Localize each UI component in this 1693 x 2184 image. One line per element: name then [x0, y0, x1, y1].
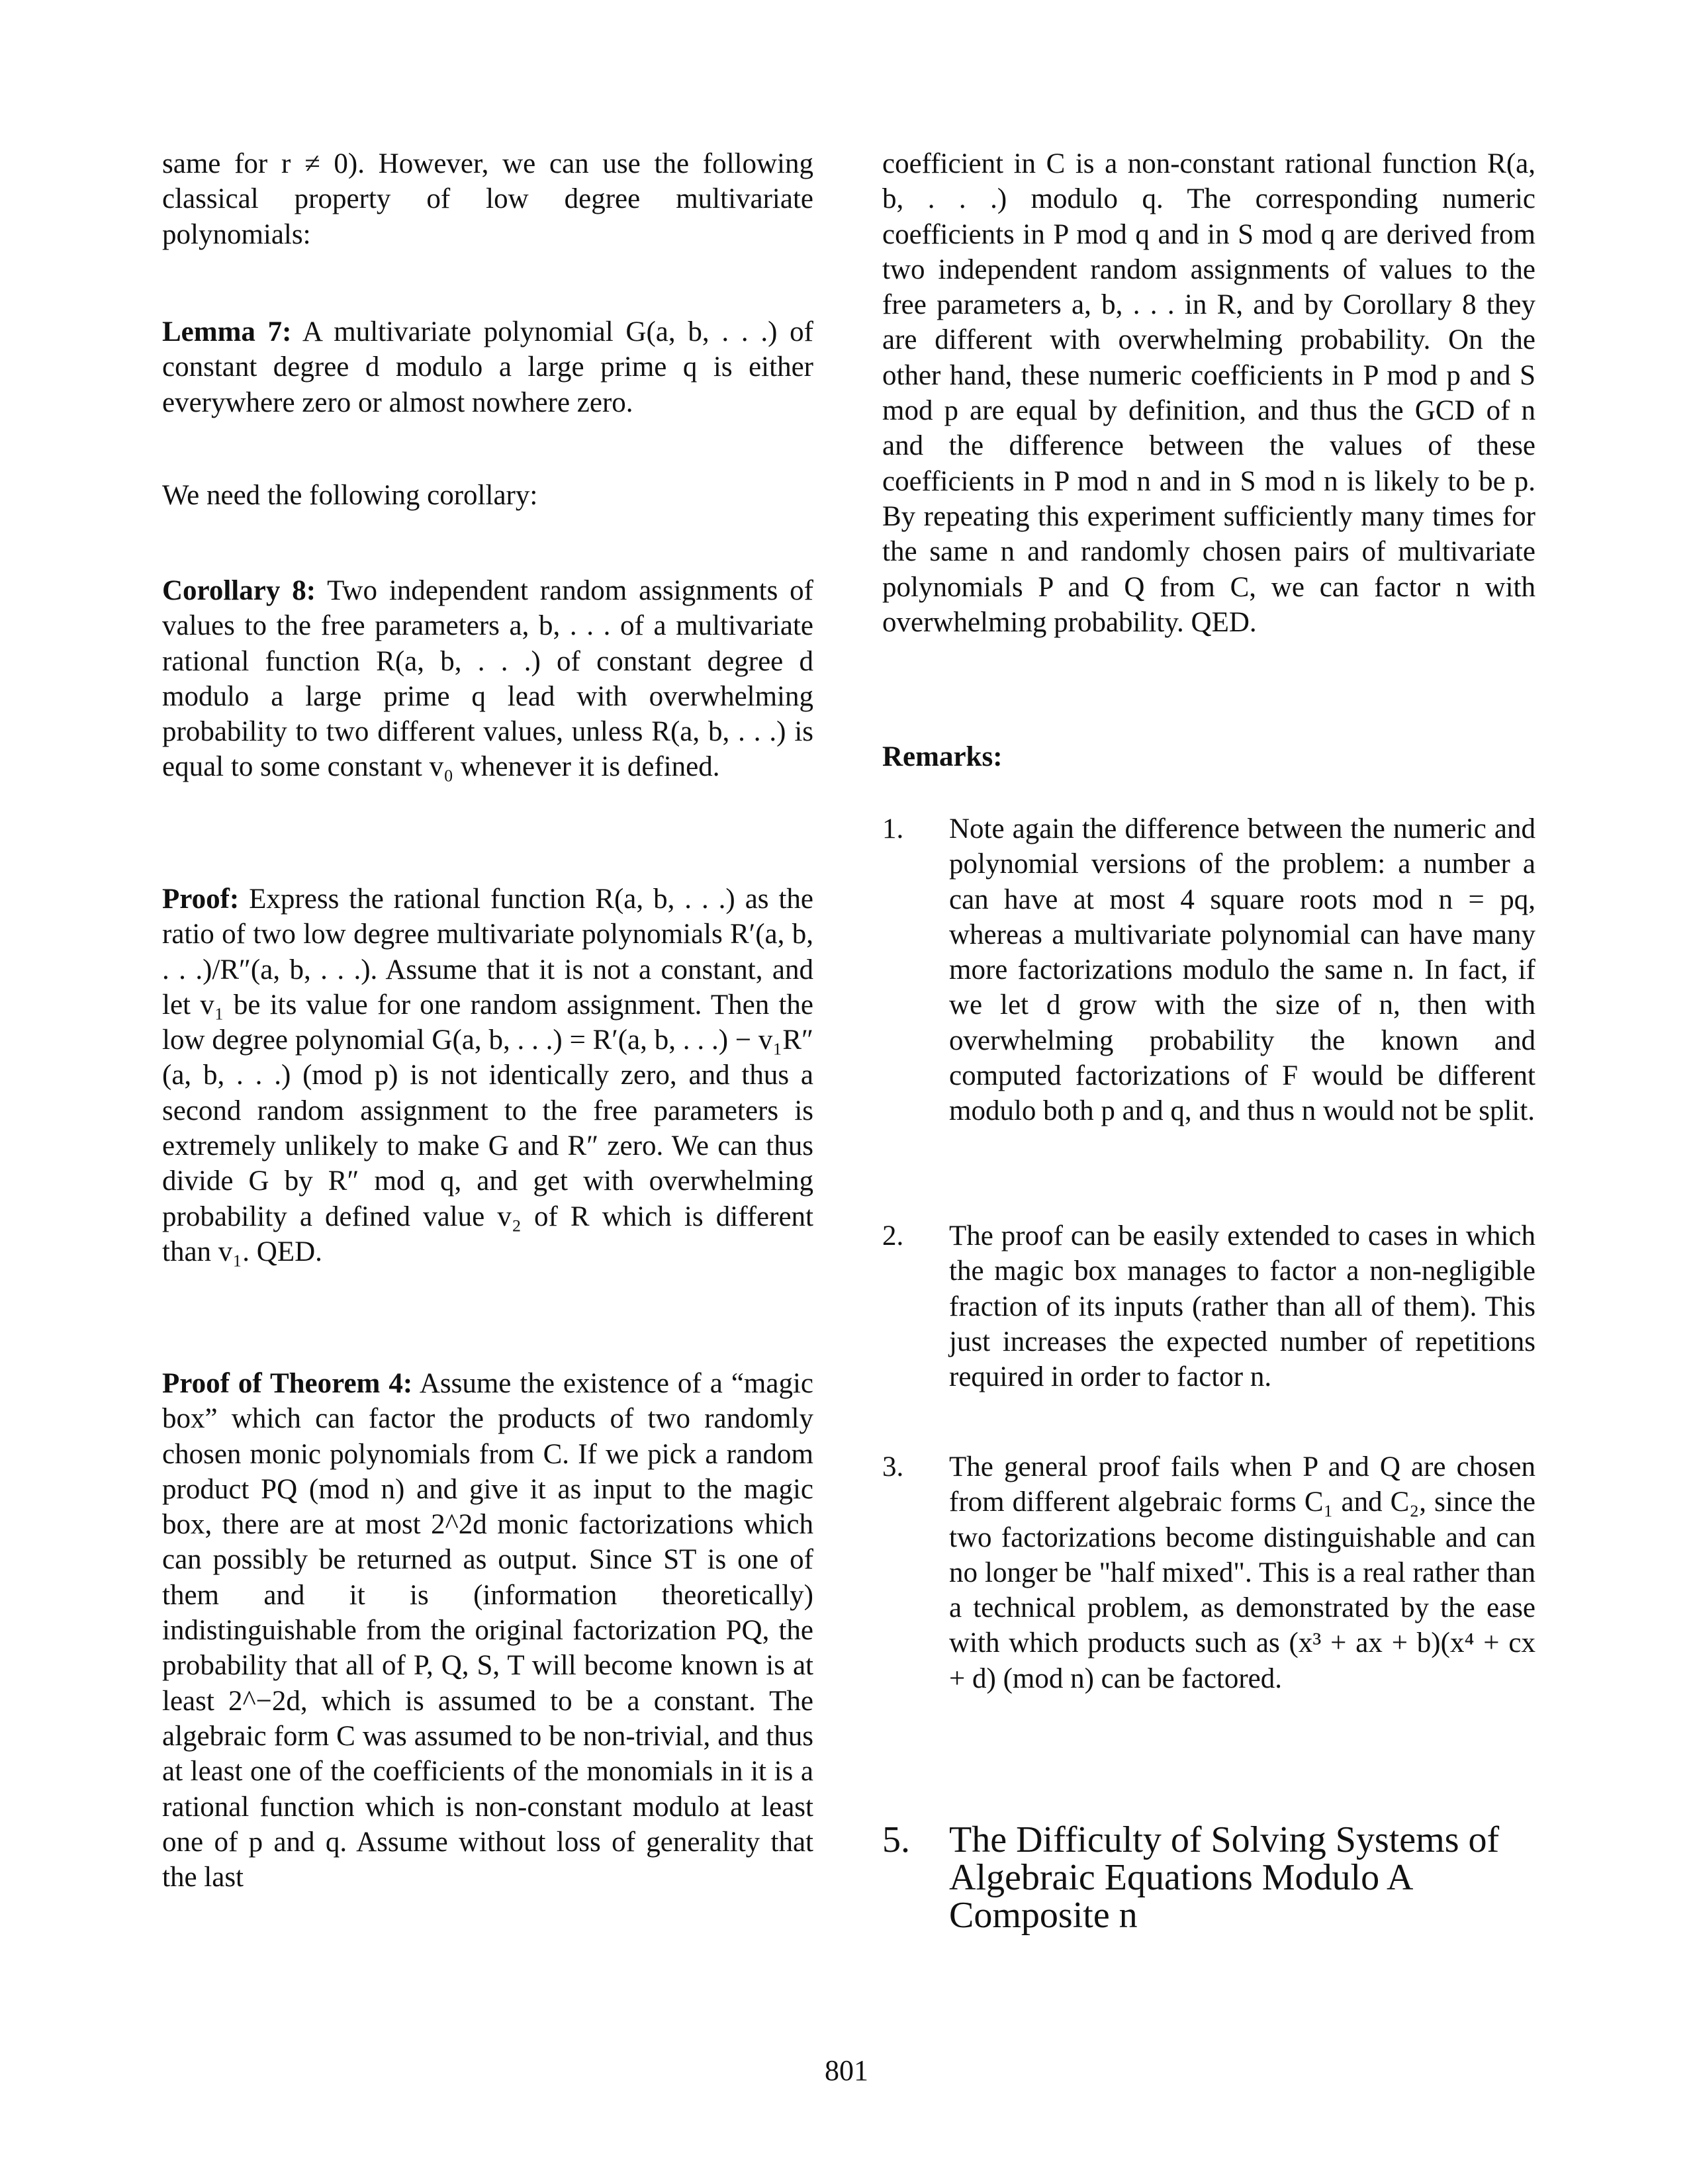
remark-text: The proof can be easily extended to cases in which the magic box manages to factor a non-negligible fraction of its inputs (rather than all of them). This just increases the expected number of repetitions required in order to factor n.: [949, 1220, 1535, 1393]
corollary-8-label: Corollary 8:: [162, 575, 316, 606]
remarks-heading: [882, 739, 1535, 774]
remark-text: Note again the difference between the numeric and polynomial versions of the problem: a number a can have at most 4 square roots mod n = pq, whereas a multivariate polynomial can have many more factorizations modulo the same n. In fact, if we let d grow with the size of n, then with overwhelming probability the known and computed factorizations of F would be different modulo both p and q, and thus n would not be split.: [949, 813, 1535, 1127]
corollary-8-text: Two independent random assignments of values to the free parameters a, b, . . . of a multivariate rational function R(a, b, . . .) of constant degree d modulo a large prime q lead with overwhelming probability to two different values, unless R(a, b, . . .) is equal to some constant v₀ whenever it is defined.: [162, 575, 813, 783]
proof-theorem-4-label: Proof of Theorem 4:: [162, 1368, 413, 1399]
remark-number: 2.: [882, 1220, 904, 1251]
remark-number: 3.: [882, 1451, 904, 1482]
proof-continuation: coefficient in C is a non-constant rational function R(a, b, . . .) modulo q. The corresponding numeric coefficients in P mod q and in S mod q are derived from two independent random assignments of values to the free parameters a, b, . . . in R, and by Corollary 8 they are different with overwhelming probability. On the other hand, these numeric coefficients in P mod p and S mod p are equal by definition, and thus the GCD of n and the difference between the values of these coefficients in P mod n and in S mod n is likely to be p. By repeating this experiment sufficiently many times for the same n and randomly chosen pairs of multivariate polynomials P and Q from C, we can factor n with overwhelming probability. QED.: [882, 148, 1535, 638]
proof-theorem-4: [162, 1366, 813, 1895]
section-title: The Difficulty of Solving Systems of Algebraic Equations Modulo A Composite n: [949, 1819, 1500, 1936]
proof: [162, 882, 813, 1269]
intro-paragraph: same for r ≠ 0). However, we can use the following classical property of low degree multivariate polynomials:: [162, 148, 813, 250]
lemma-7: [162, 314, 813, 420]
proof-text: Express the rational function R(a, b, . . .) as the ratio of two low degree multivariate polynomials R′(a, b, . . .)/R″(a, b, . . .). Assume that it is not a constant, and let v₁ be its value for one random assignment. Then the low degree polynomial G(a, b, . . .) = R′(a, b, . . .) − v₁R″(a, b, . . .) (mod p) is not identically zero, and thus a second random assignment to the free parameters is extremely unlikely to make G and R″ zero. We can thus divide G by R″ mod q, and get with overwhelming probability a defined value v₂ of R which is different than v₁. QED.: [162, 884, 813, 1267]
proof-theorem-4-text: Assume the existence of a “magic box” which can factor the products of two randomly chosen monic polynomials from C. If we pick a random product PQ (mod n) and give it as input to the magic box, there are at most 2^2d monic factorizations which can possibly be returned as output. Since ST is one of them and it is (information theoretically) indistinguishable from the original factorization PQ, the probability that all of P, Q, S, T will become known is at least 2^−2d, which is assumed to be a constant. The algebraic form C was assumed to be non-trivial, and thus at least one of the coefficients of the monomials in it is a rational function which is non-constant modulo at least one of p and q. Assume without loss of generality that the last: [162, 1368, 813, 1893]
lemma-7-label: Lemma 7:: [162, 316, 292, 347]
corollary-intro: We need the following corollary:: [162, 480, 538, 511]
remark-text: The general proof fails when P and Q are chosen from different algebraic forms C₁ and C₂, since the two factorizations become distinguishable and can no longer be "half mixed". This is a real rather than a technical problem, as demonstrated by the ease with which products such as (x³ + ax + b)(x⁴ + cx + d) (mod n) can be factored.: [949, 1451, 1535, 1694]
remarks-title: Remarks:: [882, 741, 1003, 772]
corollary-8: [162, 573, 813, 785]
lemma-7-text: A multivariate polynomial G(a, b, . . .) of constant degree d modulo a large prime q is either everywhere zero or almost nowhere zero.: [162, 316, 813, 418]
remark-number: 1.: [882, 813, 904, 844]
page-number: 801: [825, 2054, 868, 2087]
proof-label: Proof:: [162, 884, 240, 915]
section-number: 5.: [882, 1819, 910, 1860]
